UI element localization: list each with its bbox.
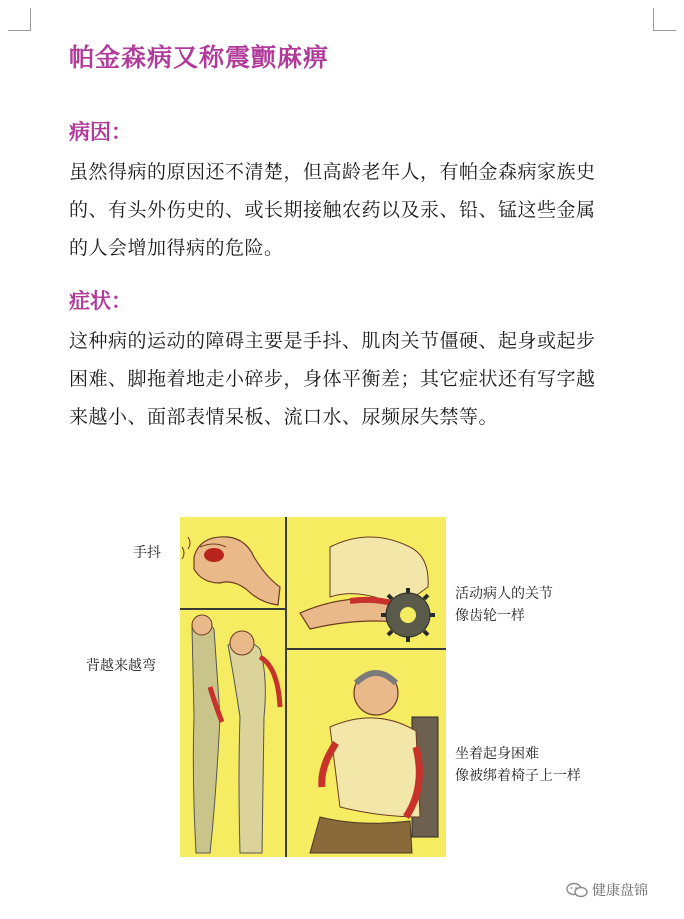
wechat-icon bbox=[566, 882, 588, 898]
text-line: 的、有头外伤史的、或长期接触农药以及汞、铅、锰这些金属 bbox=[69, 199, 596, 221]
label-stooped: 背越来越弯 bbox=[86, 658, 156, 674]
text-line: 困难、脚拖着地走小碎步，身体平衡差；其它症状还有写字越 bbox=[69, 368, 596, 390]
page-title: 帕金森病又称震颤麻痹 bbox=[69, 43, 330, 72]
paragraph-cause bbox=[69, 153, 654, 267]
label-line: 坐着起身困难 bbox=[455, 746, 539, 762]
section-heading-symptoms: 症状： bbox=[69, 288, 132, 313]
parkinson-illustration bbox=[180, 517, 446, 857]
text-line: 虽然得病的原因还不清楚，但高龄老年人，有帕金森病家族史 bbox=[69, 161, 596, 183]
label-line: 像被绑着椅子上一样 bbox=[455, 768, 581, 784]
page-corner-mark bbox=[8, 8, 31, 31]
label-line: 像齿轮一样 bbox=[455, 608, 525, 624]
watermark bbox=[566, 880, 648, 900]
text-line: 的人会增加得病的危险。 bbox=[69, 237, 284, 259]
paragraph-symptoms bbox=[69, 322, 654, 436]
label-line: 活动病人的关节 bbox=[455, 586, 553, 602]
illustration-drawing bbox=[180, 517, 446, 857]
label-joint bbox=[455, 583, 553, 627]
label-tremor: 手抖 bbox=[133, 545, 161, 561]
section-heading-cause: 病因： bbox=[69, 119, 132, 144]
watermark-text: 健康盘锦 bbox=[592, 883, 648, 899]
text-line: 来越小、面部表情呆板、流口水、尿频尿失禁等。 bbox=[69, 406, 499, 428]
label-sitting bbox=[455, 743, 581, 787]
page-corner-mark bbox=[653, 8, 676, 31]
text-line: 这种病的运动的障碍主要是手抖、肌肉关节僵硬、起身或起步 bbox=[69, 330, 596, 352]
